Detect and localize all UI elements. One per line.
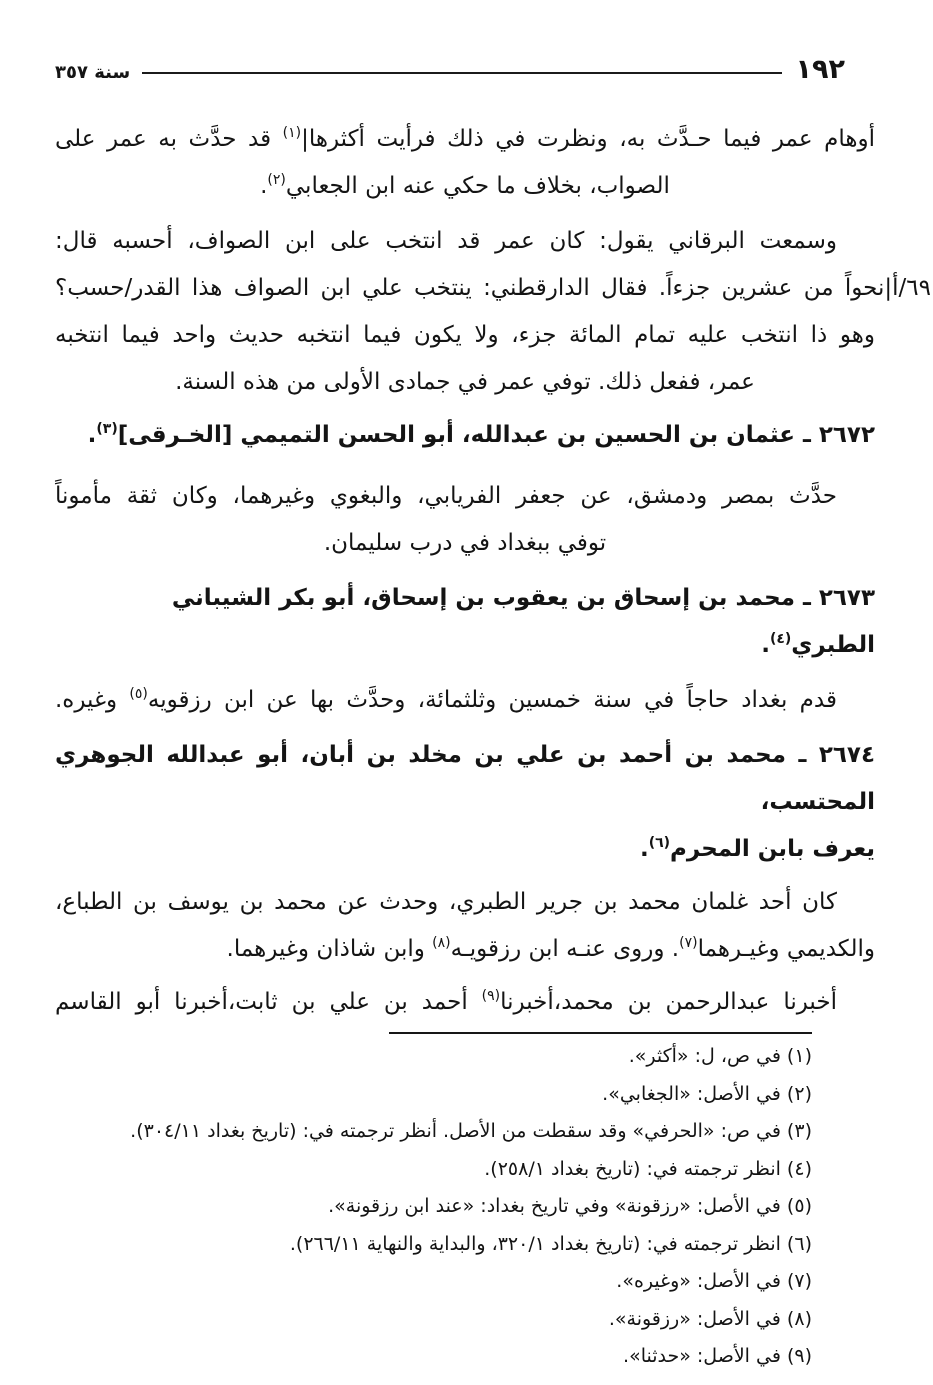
footnote-marker: (٤) [769,631,792,647]
entry-heading-line: ٢٦٧٤ ـ محمد بن أحمد بن علي بن مخلد بن أبان، أبو عبدالله الجوهري المحتسب، [55,742,875,815]
footnote-line: (١) في ص، ل: «أكثر». [628,1045,812,1067]
footnote-line: (٩) في الأصل: «حدثنا». [623,1345,812,1367]
header-rule [142,72,781,74]
footnote-marker: (١) [282,125,302,141]
body-line: أوهام عمر فيما حـدَّث به، ونظرت في ذلك فرأيت $أكثرها|^{(١)}$ قد حدَّث به عمر على [55,125,875,152]
page-header [55,52,875,86]
body-line: أخبرنا عبدالرحمن بن محمد،أخبرنا$^{(٩)}$ أحمد بن علي بن ثابت،أخبرنا أبو القاسم [55,988,837,1015]
body-line: والكديمي وغيـرهما$^{(٧)}$. وروى عنـه ابن رزقويـه$^{(٨)}$ وابن شاذان وغيرهما. [226,935,875,962]
footnote-line: (٦) انظر ترجمته في: (تاريخ بغداد ٣٢٠/١، والبداية والنهاية ٢٦٦/١١). [289,1232,812,1255]
body-line: حدَّث بمصر ودمشق، عن جعفر الفريابي، والبغوي وغيرهما، وكان ثقة مأموناً [55,483,837,509]
footnote-marker: (٢) [267,172,286,188]
body-line: وسمعت البرقاني يقول: كان عمر قد انتخب على ابن الصواف، أحسبه قال: [55,228,837,254]
footnote-line: (٣) في ص: «الحرفي» وقد سقطت من الأصل. أنظر ترجمته في: (تاريخ بغداد ٣٠٤/١١). [130,1120,812,1142]
body-line: توفي ببغداد في درب سليمان. [323,530,607,556]
footnote-marker: (٥) [129,686,148,702]
footnotes [55,1038,875,1376]
entry-heading-line: ٢٦٧٢ ـ عثمان بن الحسين بن عبدالله، أبو الحسن التميمي [الخـرقى]$^{(٣)}$. [87,421,875,448]
footnote-separator [389,1032,812,1034]
body-line: كان أحد غلمان محمد بن جرير الطبري، وحدث عن محمد بن يوسف بن الطباع، [55,889,837,915]
footnote-line: (٧) في الأصل: «وغيره». [616,1270,812,1292]
body-line: وهو ذا انتخب عليه تمام المائة جزء، ولا يكون فيما انتخبه حديث واحد فيما انتخبه [55,322,875,348]
entry-heading-line: يعرف بابن المحرم$^{(٦)}$. [639,835,875,862]
footnote-line: (٨) في الأصل: «رزقونة». [608,1307,812,1330]
page-number: ١٩٢ [795,53,845,85]
footnote-line: (٤) انظر ترجمته في: (تاريخ بغداد ٢٥٨/١). [484,1157,812,1180]
footnote-marker: (٩) [481,988,501,1004]
footnote-marker: (٧) [679,935,698,951]
body-line: ٦٩/أ|نحواً من عشرين جزءاً. فقال الدارقطني: ينتخب علي ابن الصواف هذا القدر/حسب؟ [55,275,931,301]
footnote-line: (٢) في الأصل: «الجغابي». [602,1082,812,1105]
entry-heading-line: ٢٦٧٣ ـ محمد بن إسحاق بن يعقوب بن إسحاق، أبو بكر الشيباني الطبري$^{(٤)}$. [171,585,875,658]
footnote-line: (٥) في الأصل: «رزقونة» وفي تاريخ بغداد: «عند ابن رزقونة». [328,1195,812,1217]
year-label: سنة ٣٥٧ [55,61,131,83]
footnote-marker: (٦) [648,835,671,851]
body-line: الصواب، بخلاف ما حكي عنه ابن الجعابي$^{(٢)}$. [260,172,670,199]
body-line: قدم بغداد حاجاً في سنة خمسين وثلثمائة، وحدَّث بها عن ابن رزقويه$^{(٥)}$ وغيره. [55,686,837,713]
body-text [55,116,931,1026]
body-line: عمر، ففعل ذلك. توفي عمر في جمادى الأولى من هذه السنة. [175,369,755,395]
footnote-marker: (٨) [432,935,451,951]
footnote-marker: (٣) [96,421,118,437]
